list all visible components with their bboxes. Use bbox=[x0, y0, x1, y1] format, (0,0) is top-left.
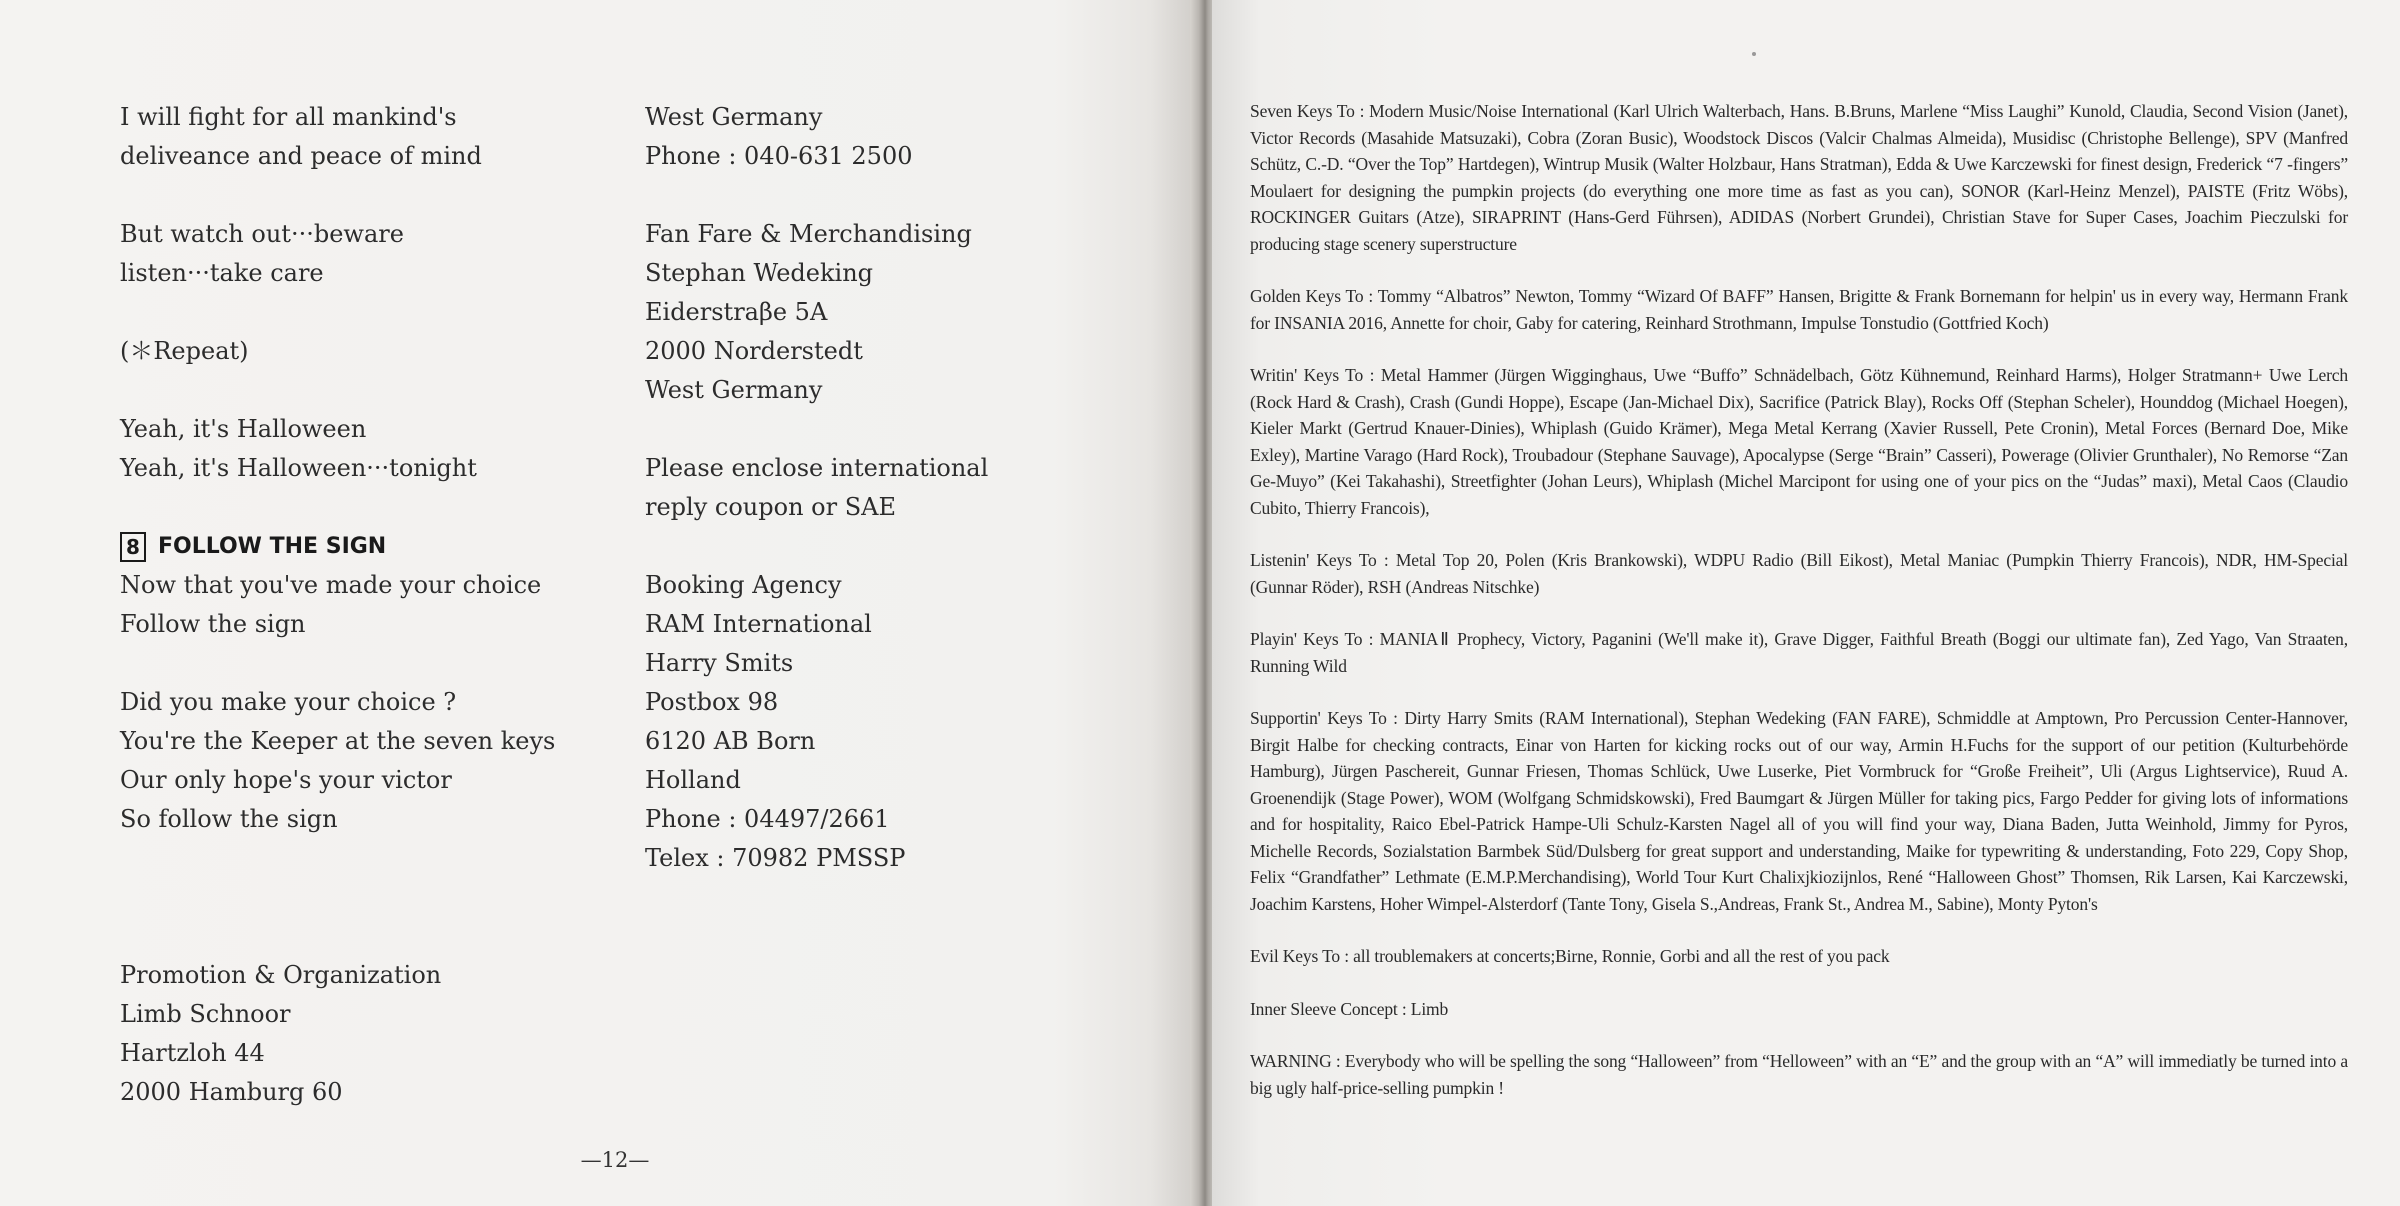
lyric-line: Now that you've made your choice bbox=[120, 571, 542, 599]
lyric-line: Yeah, it's Halloween···tonight bbox=[120, 454, 477, 482]
lyric-line: Our only hope's your victor bbox=[120, 766, 452, 794]
contact-line: West Germany bbox=[645, 376, 823, 404]
contact-line: Please enclose international bbox=[645, 454, 989, 482]
lyric-line: I will fight for all mankind's bbox=[120, 103, 457, 131]
contact-line: West Germany bbox=[645, 103, 823, 131]
contact-line: Telex : 70982 PMSSP bbox=[645, 844, 906, 872]
promotion-line: Limb Schnoor bbox=[120, 1000, 291, 1028]
contact-line: Holland bbox=[645, 766, 741, 794]
lyric-line: (＊Repeat) bbox=[120, 337, 249, 365]
contact-line: 2000 Norderstedt bbox=[645, 337, 863, 365]
contact-line: Fan Fare & Merchandising bbox=[645, 220, 972, 248]
credits-paragraph: Writin' Keys To : Metal Hammer (Jürgen Wigginghaus, Uwe “Buffo” Schnädelbach, Götz Kühnemund, Reinhard Harms), Holger Stratmann+ Uwe Lerch (Rock Hard & Crash), Crash (Gundi Hoppe), Escape (Jan-Michael Dix), Sacrifice (Patrick Blay), Rocks Off (Stephan Scheler), Hounddog (Michael Hoegen), Kieler Markt (Gertrud Knauer-Dinies), Whiplash (Guido Krämer), Mega Metal Kerrang (Xavier Russell, Pete Cronin), Metal Forces (Bernard Doe, Mike Exley), Martine Varago (Hard Rock), Troubadour (Stephane Sauvage), Apocalypse (Serge “Brain” Casseri), Powerage (Olivier Grunthaler), No Remorse “Zan Ge-Muyo” (Kei Takahashi), Streetfighter (Johan Leurs), Whiplash (Michel Marcipont for using one of your pics on the “Judas” maxi), Metal Caos (Claudio Cubito, Thierry Francois), bbox=[1250, 365, 2348, 518]
contact-line: Phone : 040-631 2500 bbox=[645, 142, 913, 170]
credits-paragraph: Evil Keys To : all troublemakers at concerts;Birne, Ronnie, Gorbi and all the rest of you pack bbox=[1250, 946, 1890, 966]
lyric-line: deliveance and peace of mind bbox=[120, 142, 482, 170]
contact-line: Phone : 04497/2661 bbox=[645, 805, 890, 833]
contact-line: Harry Smits bbox=[645, 649, 794, 677]
paper-speck bbox=[1752, 52, 1756, 56]
contact-line: Booking Agency bbox=[645, 571, 842, 599]
contact-line: Stephan Wedeking bbox=[645, 259, 874, 287]
lyric-line: Did you make your choice ? bbox=[120, 688, 457, 716]
contact-line: Postbox 98 bbox=[645, 688, 779, 716]
credits-paragraph: Golden Keys To : Tommy “Albatros” Newton, Tommy “Wizard Of BAFF” Hansen, Brigitte & Frank Bornemann for helpin' us in every way, Hermann Frank for INSANIA 2016, Annette for choir, Gaby for catering, Reinhard Strothmann, Impulse Tonstudio (Gottfried Koch) bbox=[1250, 286, 2348, 333]
contact-line: Eiderstraβe 5A bbox=[645, 298, 828, 326]
lyric-line: listen···take care bbox=[120, 259, 324, 287]
song-heading bbox=[120, 527, 620, 566]
song-number-badge: 8 bbox=[120, 532, 146, 562]
lyric-line: Follow the sign bbox=[120, 610, 306, 638]
contact-line: RAM International bbox=[645, 610, 872, 638]
credits-paragraph: Inner Sleeve Concept : Limb bbox=[1250, 998, 1449, 1019]
lyric-line: So follow the sign bbox=[120, 805, 338, 833]
credits-column bbox=[1250, 98, 2348, 1127]
credits-paragraph: Seven Keys To : Modern Music/Noise International (Karl Ulrich Walterbach, Hans. B.Bruns, Marlene “Miss Laughi” Kunold, Claudia, Second Vision (Janet), Victor Records (Masahide Matsuzaki), Cobra (Zoran Busic), Woodstock Discos (Valcir Chalmas Almeida), Musidisc (Christophe Bellenge), SPV (Manfred Schütz, C.-D. “Over the Top” Hartdegen), Wintrup Musik (Walter Holzbaur, Hans Stratman), Edda & Uwe Karczewski for finest design, Frederick “7 -fingers” Moulaert for designing the pumpkin projects (do everything one more time as fast as you can), SONOR (Karl-Heinz Menzel), PAISTE (Fritz Wöbs), ROCKINGER Guitars (Atze), SIRAPRINT (Hans-Gerd Führsen), ADIDAS (Norbert Grundei), Christian Stave for Super Cases, Joachim Pieczulski for producing stage scenery superstructure bbox=[1250, 101, 2348, 254]
left-page bbox=[0, 0, 1198, 1206]
song-title: FOLLOW THE SIGN bbox=[158, 534, 387, 559]
promotion-line: Promotion & Organization bbox=[120, 961, 442, 989]
promotion-line: 2000 Hamburg 60 bbox=[120, 1078, 343, 1106]
contacts-column bbox=[645, 98, 1085, 878]
lyric-line: You're the Keeper at the seven keys bbox=[120, 727, 556, 755]
lyric-line: But watch out···beware bbox=[120, 220, 404, 248]
contact-line: 6120 AB Born bbox=[645, 727, 816, 755]
credits-paragraph: Playin' Keys To : MANIAⅡ Prophecy, Victory, Paganini (We'll make it), Grave Digger, Faithful Breath (Boggi our ultimate fan), Zed Yago, Van Straaten, Running Wild bbox=[1250, 629, 2348, 676]
credits-paragraph: Listenin' Keys To : Metal Top 20, Polen (Kris Brankowski), WDPU Radio (Bill Eikost), Metal Maniac (Pumpkin Thierry Francois), NDR, HM-Special (Gunnar Röder), RSH (Andreas Nitschke) bbox=[1250, 550, 2348, 597]
page-number: —12— bbox=[580, 1148, 650, 1172]
promotion-line: Hartzloh 44 bbox=[120, 1039, 265, 1067]
credits-paragraph: WARNING : Everybody who will be spelling the song “Halloween” from “Helloween” with an “E” and the group with an “A” will immediatly be turned into a big ugly half-price-selling pumpkin ! bbox=[1250, 1051, 2348, 1098]
contact-line: reply coupon or SAE bbox=[645, 493, 896, 521]
credits-paragraph: Supportin' Keys To : Dirty Harry Smits (RAM International), Stephan Wedeking (FAN FARE), Schmiddle at Amptown, Pro Percussion Center-Hannover, Birgit Halbe for checking contracts, Einar von Harten for kicking rocks out of our way, Armin H.Fuchs for the support of our petition (Kulturbehörde Hamburg), Jürgen Paschereit, Gunnar Friesen, Thomas Schlück, Uwe Luserke, Piet Vormbruck for “Große Freiheit”, Uli (Argus Lightservice), Ruud A. Groenendijk (Stage Power), WOM (Wolfgang Schmidskowski), Fred Baumgart & Jürgen Müller for taking pics, Fargo Pedder for giving lots of informations and for hospitality, Raico Ebel-Patrick Hampe-Uli Schulz-Karsten Nagel all of you will find your way, Diana Baden, Jutta Weinhold, Jimmy for Pyros, Michelle Records, Sozialstation Barmbek Süd/Dulsberg for great support and understanding, Maike for typewriting & understanding, Foto 229, Copy Shop, Felix “Grandfather” Lethmate (E.M.P.Merchandising), World Tour Kurt Chalixjkiozijnlos, René “Halloween Ghost” Thomsen, Rik Larsen, Kai Karczewski, Joachim Karstens, Hoher Wimpel-Alsterdorf (Tante Tony, Gisela S.,Andreas, Frank St., Andrea M., Sabine), Monty Pyton's bbox=[1250, 708, 2348, 914]
lyrics-column bbox=[120, 98, 620, 1112]
lyric-line: Yeah, it's Halloween bbox=[120, 415, 367, 443]
